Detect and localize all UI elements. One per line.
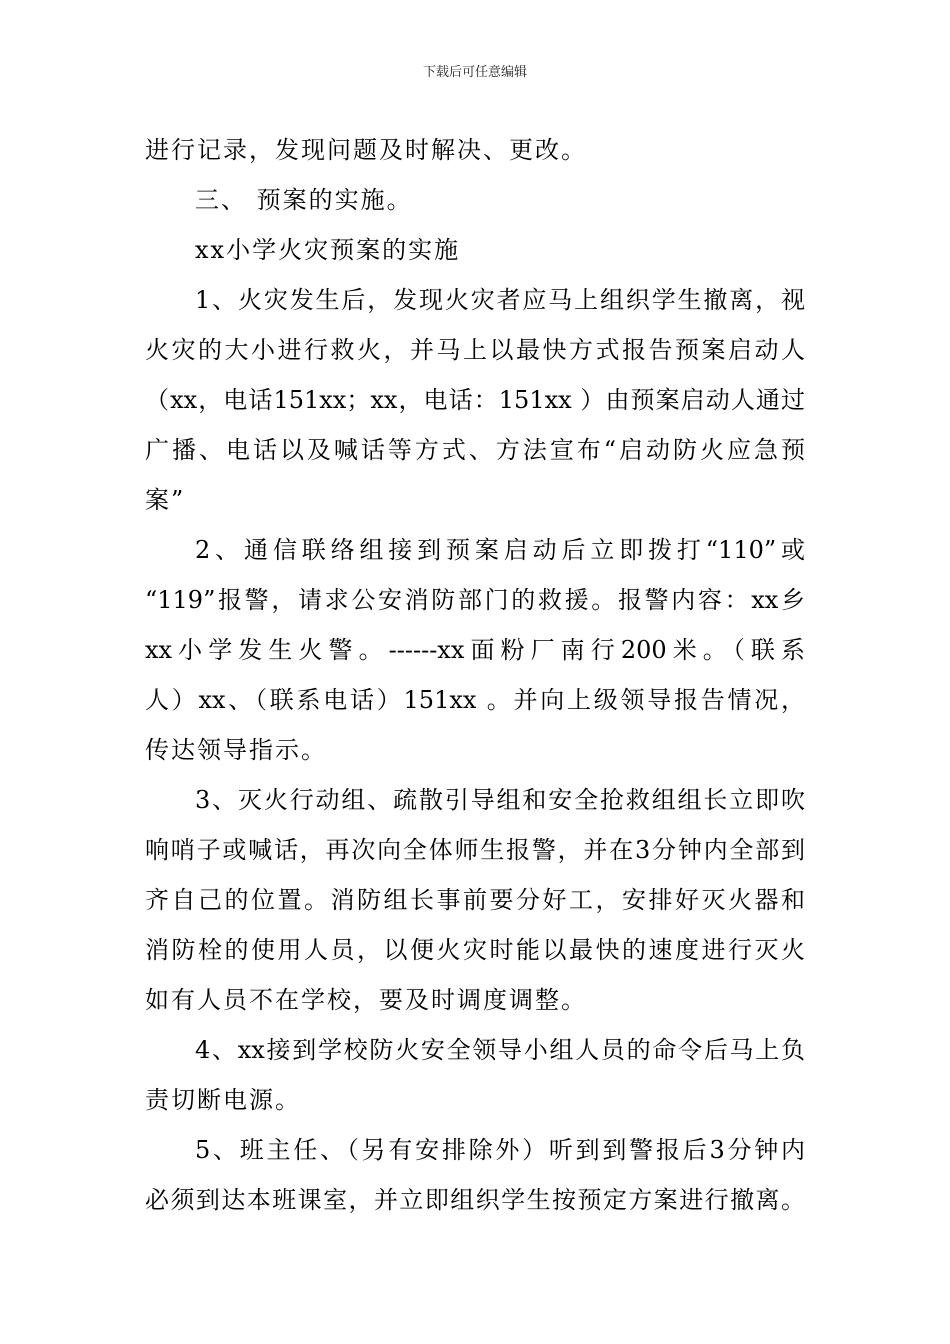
text-line-6: （xx，电话151xx；xx，电话：151xx ）由预案启动人通过 bbox=[145, 386, 805, 414]
text-line-19: 4、xx接到学校防火安全领导小组人员的命令后马上负 bbox=[195, 1036, 805, 1064]
subsection-heading: xx小学火灾预案的实施 bbox=[195, 236, 461, 264]
text-line-1: 进行记录，发现问题及时解决、更改。 bbox=[145, 136, 587, 164]
text-line-10: “119”报警，请求公安消防部门的救援。报警内容：xx乡 bbox=[145, 586, 805, 614]
text-line-14: 3、灭火行动组、疏散引导组和安全抢救组组长立即吹 bbox=[195, 786, 805, 814]
text-line-4: 1、火灾发生后，发现火灾者应马上组织学生撤离，视 bbox=[195, 286, 805, 314]
text-line-11: xx小学发生火警。------xx面粉厂南行200米。（联系 bbox=[145, 636, 805, 664]
text-line-12: 人）xx、（联系电话）151xx 。并向上级领导报告情况， bbox=[145, 686, 805, 714]
text-line-8: 案” bbox=[145, 486, 186, 514]
text-line-20: 责切断电源。 bbox=[145, 1086, 301, 1114]
text-line-9: 2、通信联络组接到预案启动后立即拨打“110”或 bbox=[195, 536, 805, 564]
text-line-22: 必须到达本班课室，并立即组织学生按预定方案进行撤离。 bbox=[145, 1186, 805, 1214]
text-line-15: 响哨子或喊话，再次向全体师生报警，并在3分钟内全部到 bbox=[145, 836, 805, 864]
text-line-18: 如有人员不在学校，要及时调度调整。 bbox=[145, 986, 587, 1014]
text-line-21: 5、班主任、（另有安排除外）听到到警报后3分钟内 bbox=[195, 1136, 805, 1164]
text-line-7: 广播、电话以及喊话等方式、方法宣布“启动防火应急预 bbox=[145, 436, 805, 464]
text-line-5: 火灾的大小进行救火，并马上以最快方式报告预案启动人 bbox=[145, 336, 805, 364]
text-line-16: 齐自己的位置。消防组长事前要分好工，安排好灭火器和 bbox=[145, 886, 805, 914]
page-header: 下载后可任意编辑 bbox=[422, 65, 527, 80]
text-line-17: 消防栓的使用人员，以便火灾时能以最快的速度进行灭火 bbox=[145, 936, 805, 964]
text-line-13: 传达领导指示。 bbox=[145, 736, 327, 764]
section-heading: 三、 预案的实施。 bbox=[195, 186, 413, 214]
